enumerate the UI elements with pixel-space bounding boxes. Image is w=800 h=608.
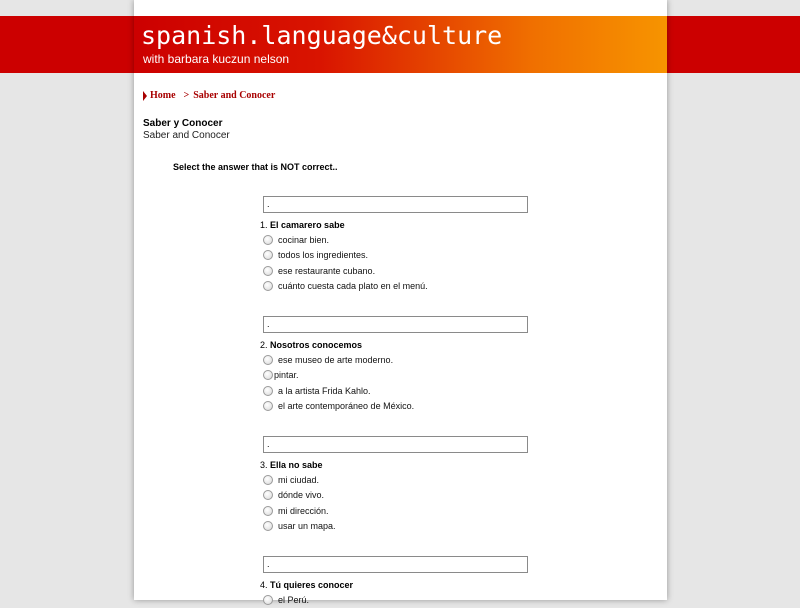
option-2-4[interactable] — [263, 399, 560, 415]
question-4-label — [260, 578, 560, 592]
radio-button[interactable] — [263, 401, 273, 411]
option-label: todos los ingredientes. — [278, 250, 369, 261]
radio-button[interactable] — [263, 506, 273, 516]
option-3-3[interactable] — [263, 503, 560, 519]
option-label: a la artista Frida Kahlo. — [278, 385, 371, 396]
option-label: mi dirección. — [278, 505, 329, 516]
option-1-4[interactable] — [263, 279, 560, 295]
quiz-instruction: Select the answer that is NOT correct.. — [173, 162, 338, 172]
option-label: el arte contemporáneo de México. — [278, 401, 415, 412]
question-3-label — [260, 458, 560, 472]
question-3-prompt: Ella no sabe — [270, 460, 323, 470]
radio-button[interactable] — [263, 266, 273, 276]
radio-button[interactable] — [263, 386, 273, 396]
question-2-label — [260, 338, 560, 352]
answer-field-1[interactable]: . — [263, 196, 528, 213]
option-label: usar un mapa. — [278, 521, 336, 532]
option-label: mi ciudad. — [278, 474, 320, 485]
option-3-2[interactable] — [263, 488, 560, 504]
breadcrumb-current-link[interactable]: Saber and Conocer — [193, 90, 276, 101]
question-2 — [260, 316, 560, 414]
option-1-1[interactable] — [263, 232, 560, 248]
question-3 — [260, 436, 560, 534]
radio-button[interactable] — [263, 521, 273, 531]
site-title[interactable]: spanish.language&culture — [141, 21, 503, 50]
breadcrumb-separator: > — [183, 90, 190, 101]
option-2-3[interactable] — [263, 383, 560, 399]
radio-button[interactable] — [263, 235, 273, 245]
answer-field-4[interactable]: . — [263, 556, 528, 573]
question-1-prompt: El camarero sabe — [270, 220, 345, 230]
radio-button[interactable] — [263, 355, 273, 365]
page-container — [134, 0, 667, 605]
question-4-number: 4. — [260, 580, 268, 590]
site-subtitle: with barbara kuczun nelson — [143, 52, 290, 66]
answer-field-2[interactable]: . — [263, 316, 528, 333]
site-banner — [134, 16, 667, 73]
option-2-2[interactable] — [263, 368, 560, 384]
breadcrumb-home-link[interactable]: Home — [150, 90, 176, 101]
radio-button[interactable] — [263, 250, 273, 260]
option-label: ese museo de arte moderno. — [278, 354, 394, 365]
question-4-prompt: Tú quieres conocer — [270, 580, 354, 590]
page-subtitle: Saber and Conocer — [143, 130, 230, 141]
option-1-3[interactable] — [263, 263, 560, 279]
question-2-number: 2. — [260, 340, 268, 350]
radio-button[interactable] — [263, 370, 273, 380]
radio-button[interactable] — [263, 475, 273, 485]
option-label: cocinar bien. — [278, 234, 330, 245]
option-3-4[interactable] — [263, 519, 560, 535]
option-label: dónde vivo. — [278, 490, 325, 501]
question-1-number: 1. — [260, 220, 268, 230]
question-1-label — [260, 218, 560, 232]
breadcrumb — [143, 90, 275, 101]
option-label: pintar. — [274, 370, 299, 381]
option-label: ese restaurante cubano. — [278, 265, 376, 276]
breadcrumb-arrow-icon — [143, 91, 147, 101]
radio-button[interactable] — [263, 281, 273, 291]
option-1-2[interactable] — [263, 248, 560, 264]
question-1 — [260, 196, 560, 294]
answer-field-3[interactable]: . — [263, 436, 528, 453]
question-3-number: 3. — [260, 460, 268, 470]
option-label: cuánto cuesta cada plato en el menú. — [278, 281, 428, 292]
option-3-1[interactable] — [263, 472, 560, 488]
radio-button[interactable] — [263, 490, 273, 500]
option-2-1[interactable] — [263, 352, 560, 368]
page-title: Saber y Conocer — [143, 118, 223, 129]
option-label: el Perú. — [278, 594, 310, 605]
question-2-prompt: Nosotros conocemos — [270, 340, 363, 350]
